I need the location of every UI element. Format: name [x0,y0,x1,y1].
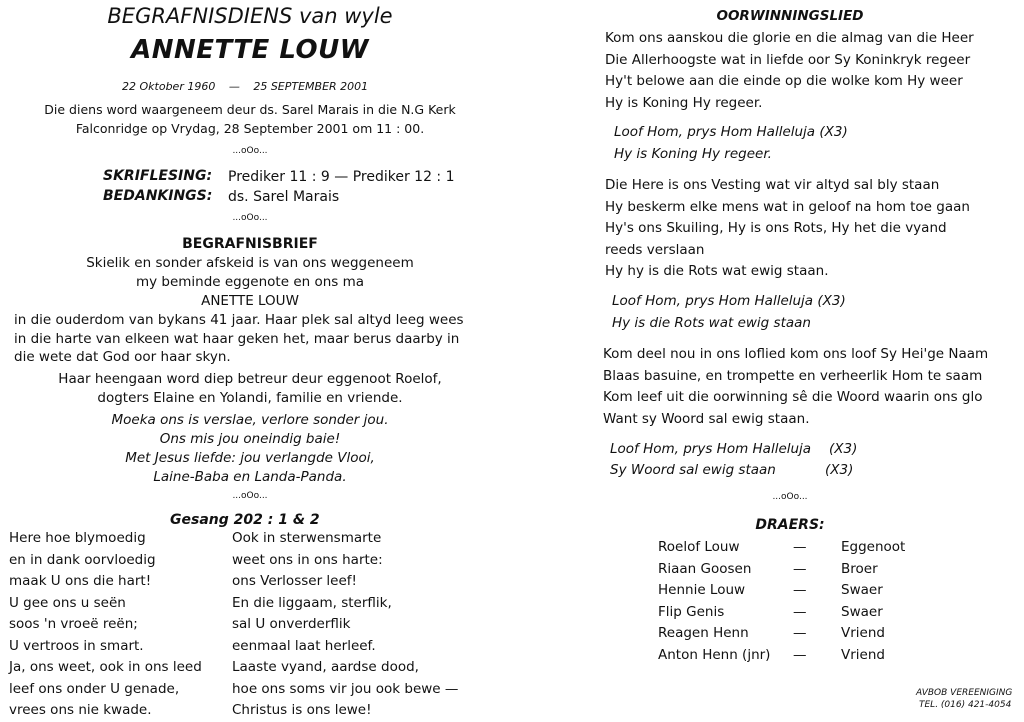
poem-line: Ons mis jou oneindig baie! [159,431,341,447]
family-poem [0,411,500,487]
hymn-line: eenmaal laat herleef. [232,637,376,654]
birth-date: 22 Oktober 1960 [122,80,216,93]
hymn-line: vrees ons nie kwade. [9,702,152,718]
bearer-name: Riaan Goosen [658,560,752,577]
song-verse-1 [605,28,974,114]
header-title: BEGRAFNISDIENS van wyle [107,4,393,28]
bearer-role: Vriend [841,625,885,641]
reading-label: SKRIFLESING: [103,168,213,184]
verse-line: Blaas basuine, en trompette en verheerlik Hom te saam [603,367,983,384]
bearer-dashes [793,537,807,666]
bearer-name: Anton Henn (jnr) [658,646,771,663]
hymn-line: Christus is ons lewe! [232,702,372,718]
verse-line: Kom leef uit die oorwinning sê die Woord waarin ons glo [603,389,983,405]
verse-line: Kom deel nou in ons loflied kom ons loof Sy Hei'ge Naam [603,346,989,362]
hymn-line: hoe ons soms vir jou ook bewe — [232,680,459,697]
letter-title: BEGRAFNISBRIEF [182,236,318,252]
hymn-line: En die liggaam, sterflik, [232,594,392,611]
mourners-line: dogters Elaine en Yolandi, familie en vriende. [97,390,403,406]
verse-line: Want sy Woord sal ewig staan. [603,410,810,427]
verse-line: Kom ons aanskou die glorie en die almag van die Heer [605,30,974,46]
verse-line: Hy is Koning Hy regeer. [605,94,763,111]
mourners [0,370,500,408]
chorus-line: Hy is Koning Hy regeer. [614,145,772,162]
verse-line: Hy beskerm elke mens wat in geloof na hom toe gaan [605,198,970,215]
hymn-line: en in dank oorvloedig [9,551,156,568]
hymn-line: Here hoe blymoedig [9,530,146,546]
hymn-line: Ook in sterwensmarte [232,530,382,546]
song-chorus-2 [612,291,846,334]
poem-line: Laine-Baba en Landa-Panda. [153,469,347,485]
letter-paragraph [14,311,464,367]
verse-line: Die Here is ons Vesting wat vir altyd sal bly staan [605,177,940,193]
verse-line: reeds verslaan [605,241,705,258]
bearer-name: Roelof Louw [658,539,740,555]
thanks-label: BEDANKINGS: [103,188,213,204]
chorus-3-line-2: Sy Woord sal ewig staan [610,462,776,478]
hymn-line: ons Verlosser leef! [232,573,357,589]
bearer-dash: — [793,539,807,555]
reading-value: Prediker 11 : 9 — Prediker 12 : 1 [228,169,455,185]
song-title: OORWINNINGSLIED [716,8,864,24]
chorus-3-repeat-2: (X3) [825,462,854,478]
song-chorus-1 [614,122,848,165]
letter-para-line: in die harte van elkeen wat haar geken het, maar berus daarby in [14,330,460,347]
separator: ...oOo... [232,146,268,156]
bearer-name: Reagen Henn [658,625,749,641]
hymn-line: U gee ons u seën [9,594,126,611]
bearers-title: DRAERS: [755,517,825,533]
chorus-3-line-1: Loof Hom, prys Hom Halleluja [610,441,812,457]
bearer-dash: — [793,646,807,663]
footer-company: AVBOB VEREENIGING [916,688,1013,698]
letter-para-line: die wete dat God oor haar skyn. [14,349,231,365]
bearer-name: Hennie Louw [658,582,746,598]
letter-line: Skielik en sonder afskeid is van ons weggeneem [86,255,414,271]
bearer-names [658,537,770,666]
thanks-value: ds. Sarel Marais [228,189,340,205]
hymn-line: soos 'n vroeë reën; [9,616,138,632]
chorus-line: Hy is die Rots wat ewig staan [612,314,811,331]
hymn-line: Laaste vyand, aardse dood, [232,659,419,675]
bearer-role: Eggenoot [841,539,906,555]
letter-intro [0,254,500,311]
separator: ...oOo... [232,213,268,223]
chorus-line: Loof Hom, prys Hom Halleluja (X3) [614,124,848,140]
service-info-2: Falconridge op Vrydag, 28 September 2001 om 11 : 00. [75,121,425,136]
bearer-role: Swaer [841,603,883,620]
hymn-line: U vertroos in smart. [9,637,144,654]
verse-line: Hy's ons Skuiling, Hy is ons Rots, Hy het die vyand [605,220,947,236]
chorus-line: Loof Hom, prys Hom Halleluja (X3) [612,293,846,309]
death-date: 25 SEPTEMBER 2001 [253,80,369,93]
bearer-name: Flip Genis [658,603,725,620]
letter-line: my beminde eggenote en ons ma [135,274,365,290]
bearer-dash: — [793,625,807,641]
bearer-role: Vriend [841,646,885,663]
bearer-dash: — [793,603,807,620]
verse-line: Die Allerhoogste wat in liefde oor Sy Koninkryk regeer [605,51,971,68]
hymn-line: leef ons onder U genade, [9,680,180,697]
deceased-name: ANNETTE LOUW [131,35,369,65]
separator: ...oOo... [772,492,808,502]
poem-line: Met Jesus liefde: jou verlangde Vlooi, [125,450,375,466]
song-verse-2 [605,175,970,283]
hymn-line: Ja, ons weet, ook in ons leed [9,659,202,675]
service-info-1: Die diens word waargeneem deur ds. Sarel Marais in die N.G Kerk [44,102,456,117]
letter-line: ANETTE LOUW [201,293,299,309]
hymn-line: weet ons in ons harte: [232,551,383,568]
bearer-role: Broer [841,560,878,577]
footer-phone: TEL. (016) 421-4054 [919,700,1012,710]
mourners-line: Haar heengaan word diep betreur deur eggenoot Roelof, [58,371,442,387]
verse-line: Hy hy is die Rots wat ewig staan. [605,263,829,279]
hymn-title: Gesang 202 : 1 & 2 [170,512,320,528]
bearer-roles [841,537,905,666]
letter-para-line: in die ouderdom van bykans 41 jaar. Haar plek sal altyd leeg wees [14,312,464,328]
poem-line: Moeka ons is verslae, verlore sonder jou. [111,412,389,428]
dates-line [122,80,368,93]
separator: ...oOo... [232,491,268,501]
date-dash: — [228,80,240,93]
bearer-dash: — [793,560,807,577]
hymn-verse-2 [232,528,458,722]
hymn-line: sal U onverderflik [232,616,351,632]
chorus-3-repeat-1: (X3) [829,441,858,457]
hymn-line: maak U ons die hart! [9,573,152,589]
verse-line: Hy't belowe aan die einde op die wolke kom Hy weer [605,73,963,89]
bearer-dash: — [793,582,807,598]
hymn-verse-1 [9,528,202,722]
song-verse-3 [603,344,988,430]
bearer-role: Swaer [841,582,883,598]
